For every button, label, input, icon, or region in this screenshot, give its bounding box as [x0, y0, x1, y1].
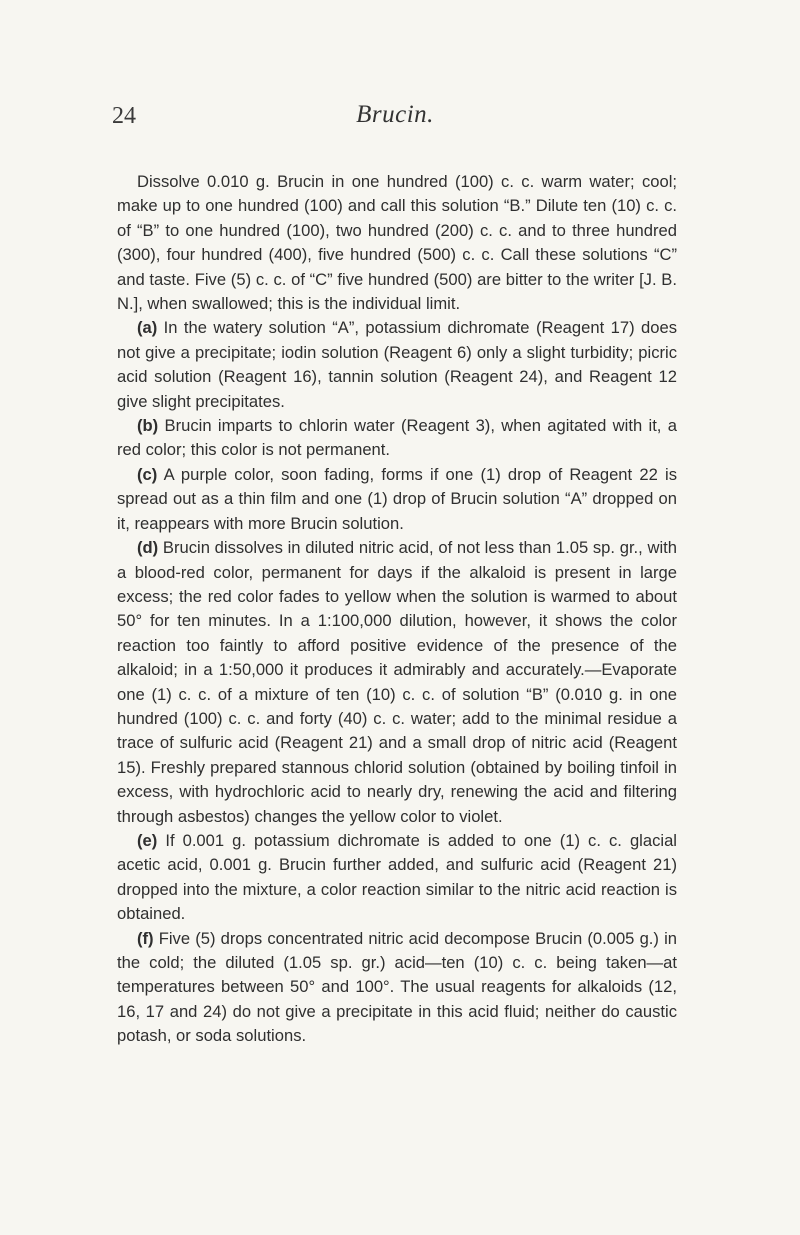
paragraph-label: (e)	[137, 830, 158, 850]
paragraph-b	[117, 414, 677, 463]
paragraph-text: Five (5) drops concentrated nitric acid decompose Brucin (0.005 g.) in the cold; the diluted (1.05 sp. gr.) acid—ten (10) c. c. being taken—at temperatures between 50° and 100°. The usual reagents for alkaloids (12, 16, 17 and 24) do not give a precipitate in this acid fluid; neither do caustic potash, or soda solutions.	[117, 928, 677, 1046]
paragraph-label: (f)	[137, 928, 154, 948]
paragraph-a	[117, 316, 677, 414]
paragraph-f	[117, 927, 677, 1049]
paragraph-text: Dissolve 0.010 g. Brucin in one hundred (100) c. c. warm water; cool; make up to one hundred (100) and call this solution “B.” Dilute ten (10) c. c. of “B” to one hundred (100), two hundred (200) c. c. and to three hundred (300), four hundred (400), five hundred (500) c. c. Call these solutions “C” and taste. Five (5) c. c. of “C” five hundred (500) are bitter to the writer [J. B. N.], when swallowed; this is the individual limit.	[117, 172, 677, 314]
paragraph-text: In the watery solution “A”, potassium dichromate (Reagent 17) does not give a precipitate; iodin solution (Reagent 6) only a slight turbidity; picric acid solution (Reagent 16), tannin solution (Reagent 24), and Reagent 12 give slight precipitates.	[117, 318, 677, 411]
paragraph-d	[117, 536, 677, 829]
page-header	[112, 95, 678, 135]
paragraph-label: (b)	[137, 416, 159, 436]
paragraph-label: (c)	[137, 464, 158, 484]
body-text	[117, 170, 677, 1049]
paragraph-e	[117, 829, 677, 927]
running-title: Brucin.	[356, 101, 434, 128]
paragraph-text: A purple color, soon fading, forms if one (1) drop of Reagent 22 is spread out as a thin film and one (1) drop of Brucin solution “A” dropped on it, reappears with more Brucin solution.	[117, 464, 677, 533]
paragraph-text: If 0.001 g. potassium dichromate is added to one (1) c. c. glacial acetic acid, 0.001 g. Brucin further added, and sulfuric acid (Reagent 21) dropped into the mixture, a color reaction similar to the nitric acid reaction is obtained.	[117, 830, 677, 924]
paragraph-c	[117, 463, 677, 536]
paragraph-label: (a)	[137, 318, 158, 338]
paragraph-label: (d)	[137, 538, 159, 558]
paragraph-text: Brucin dissolves in diluted nitric acid, of not less than 1.05 sp. gr., with a blood-red color, permanent for days if the alkaloid is present in large excess; the red color fades to yellow when the solution is warmed to about 50° for ten minutes. In a 1:100,000 dilution, however, it shows the color reaction too faintly to afford positive evidence of the presence of the alkaloid; in a 1:50,000 it produces it admirably and accurately.—Evaporate one (1) c. c. of a mixture of ten (10) c. c. of solution “B” (0.010 g. in one hundred (100) c. c. and forty (40) c. c. water; add to the minimal residue a trace of sulfuric acid (Reagent 21) and a small drop of nitric acid (Reagent 15). Freshly prepared stannous chlorid solution (obtained by boiling tinfoil in excess, with hydrochloric acid to nearly dry, renewing the acid and filtering through asbestos) changes the yellow color to violet.	[117, 538, 677, 826]
paragraph-text: Brucin imparts to chlorin water (Reagent 3), when agitated with it, a red color; this color is not permanent.	[117, 416, 677, 460]
paragraph-intro	[117, 170, 677, 316]
page-number: 24	[112, 103, 136, 129]
